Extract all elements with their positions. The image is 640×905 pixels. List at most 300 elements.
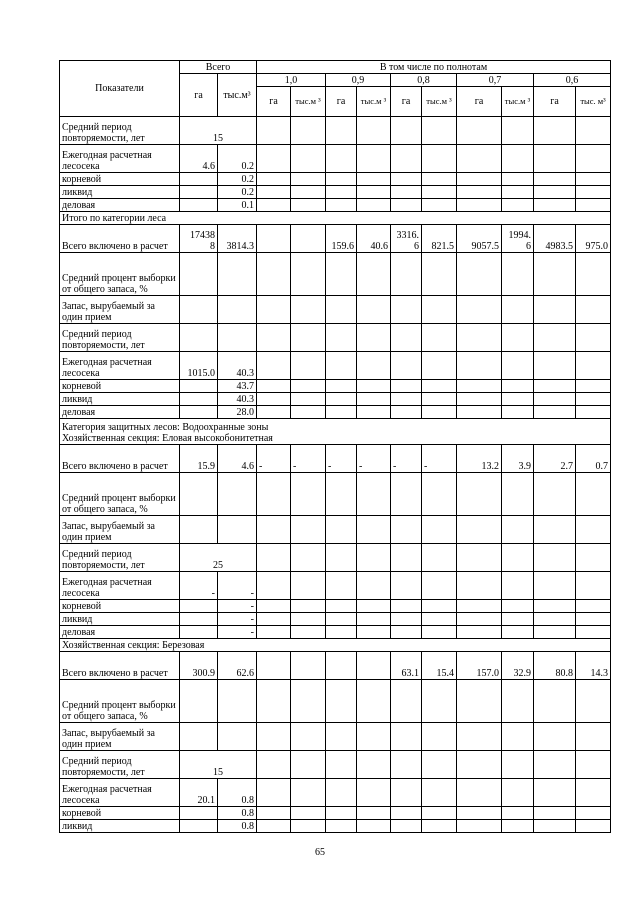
table-cell <box>576 173 611 186</box>
volume-header: тыс.м ³ <box>357 87 391 117</box>
table-cell <box>502 117 534 145</box>
table-cell <box>391 613 422 626</box>
table-cell <box>180 324 218 352</box>
table-cell: 13.2 <box>457 445 502 473</box>
table-cell <box>457 145 502 173</box>
table-cell <box>534 572 576 600</box>
row-label: Ежегодная расчетная лесосека <box>60 145 180 173</box>
table-cell <box>257 572 291 600</box>
table-cell: 975.0 <box>576 225 611 253</box>
table-cell: 4983.5 <box>534 225 576 253</box>
table-cell <box>576 145 611 173</box>
row-label: Всего включено в расчет <box>60 225 180 253</box>
table-cell <box>502 186 534 199</box>
table-cell: 9057.5 <box>457 225 502 253</box>
table-cell: 17438 8 <box>180 225 218 253</box>
table-cell <box>576 572 611 600</box>
table-cell: - <box>180 572 218 600</box>
table-cell <box>502 613 534 626</box>
table-cell <box>291 779 326 807</box>
table-cell <box>576 186 611 199</box>
table-cell <box>576 324 611 352</box>
table-cell <box>534 117 576 145</box>
table-cell <box>291 516 326 544</box>
including-header: В том числе по полнотам <box>257 61 611 74</box>
density-0-6-header: 0,6 <box>534 74 611 87</box>
table-cell <box>534 807 576 820</box>
table-cell <box>257 393 291 406</box>
table-cell <box>180 626 218 639</box>
table-cell: 25 <box>180 544 257 572</box>
table-cell <box>291 324 326 352</box>
table-cell <box>291 199 326 212</box>
table-row <box>60 352 611 380</box>
table-cell <box>326 406 357 419</box>
total-ha-header: га <box>180 74 218 117</box>
table-cell: - <box>357 445 391 473</box>
table-cell <box>576 473 611 516</box>
table-cell <box>576 117 611 145</box>
density-0-8-header: 0,8 <box>391 74 457 87</box>
row-label: Средний период повторяемости, лет <box>60 544 180 572</box>
table-cell <box>357 613 391 626</box>
density-1-0-header: 1,0 <box>257 74 326 87</box>
table-cell <box>422 199 457 212</box>
row-label: ликвид <box>60 393 180 406</box>
table-cell <box>391 393 422 406</box>
table-cell <box>457 723 502 751</box>
table-cell <box>391 380 422 393</box>
table-cell <box>291 723 326 751</box>
ha-header: га <box>257 87 291 117</box>
table-cell: 159.6 <box>326 225 357 253</box>
table-cell <box>576 516 611 544</box>
table-cell <box>457 820 502 833</box>
row-label: Запас, вырубаемый за один прием <box>60 296 180 324</box>
table-cell <box>534 186 576 199</box>
table-cell <box>422 145 457 173</box>
table-cell <box>357 186 391 199</box>
table-cell <box>257 186 291 199</box>
row-label: ликвид <box>60 613 180 626</box>
table-cell <box>502 751 534 779</box>
table-cell <box>391 680 422 723</box>
row-label: ликвид <box>60 186 180 199</box>
table-cell <box>422 600 457 613</box>
table-cell: 20.1 <box>180 779 218 807</box>
table-cell <box>391 626 422 639</box>
table-cell <box>326 820 357 833</box>
volume-header: тыс.м ³ <box>422 87 457 117</box>
table-cell <box>257 352 291 380</box>
table-cell <box>326 613 357 626</box>
section-row <box>60 639 611 652</box>
table-cell: - <box>218 572 257 600</box>
table-cell <box>457 779 502 807</box>
density-0-9-header: 0,9 <box>326 74 391 87</box>
table-cell <box>326 751 357 779</box>
table-cell: 15.9 <box>180 445 218 473</box>
table-cell <box>391 723 422 751</box>
table-cell <box>457 807 502 820</box>
table-cell <box>291 600 326 613</box>
table-cell <box>576 680 611 723</box>
table-cell <box>502 544 534 572</box>
table-cell: 0.2 <box>218 173 257 186</box>
table-cell <box>534 380 576 393</box>
row-label: ликвид <box>60 820 180 833</box>
row-label: Ежегодная расчетная лесосека <box>60 572 180 600</box>
table-cell <box>576 380 611 393</box>
table-row <box>60 445 611 473</box>
table-cell <box>180 253 218 296</box>
table-cell <box>291 473 326 516</box>
row-label: Всего включено в расчет <box>60 652 180 680</box>
table-row <box>60 680 611 723</box>
table-cell <box>534 680 576 723</box>
table-cell <box>576 613 611 626</box>
table-row <box>60 807 611 820</box>
table-cell <box>291 117 326 145</box>
section-line: Хозяйственная секция: Еловая высокобонитетная <box>62 433 273 444</box>
table-row <box>60 296 611 324</box>
table-cell: 821.5 <box>422 225 457 253</box>
table-cell <box>326 807 357 820</box>
section-line: Итого по категории леса <box>62 213 167 224</box>
table-row <box>60 173 611 186</box>
table-cell <box>326 652 357 680</box>
table-cell <box>357 406 391 419</box>
table-cell <box>391 253 422 296</box>
table-cell <box>291 145 326 173</box>
table-cell <box>502 572 534 600</box>
table-cell <box>257 253 291 296</box>
table-cell <box>357 253 391 296</box>
table-cell <box>291 680 326 723</box>
table-cell <box>502 324 534 352</box>
table-cell <box>218 473 257 516</box>
table-cell <box>502 516 534 544</box>
table-cell <box>180 613 218 626</box>
table-cell <box>457 117 502 145</box>
table-cell <box>576 352 611 380</box>
table-row <box>60 779 611 807</box>
table-cell <box>326 680 357 723</box>
table-cell <box>422 779 457 807</box>
row-label: Ежегодная расчетная лесосека <box>60 352 180 380</box>
table-cell <box>357 516 391 544</box>
table-cell <box>257 380 291 393</box>
table-cell <box>391 324 422 352</box>
table-body <box>60 117 611 833</box>
table-cell <box>357 117 391 145</box>
table-cell: 157.0 <box>457 652 502 680</box>
table-cell <box>357 296 391 324</box>
table-cell <box>326 600 357 613</box>
table-cell <box>502 296 534 324</box>
table-cell <box>326 393 357 406</box>
table-cell <box>502 352 534 380</box>
table-row <box>60 393 611 406</box>
row-label: Средний период повторяемости, лет <box>60 751 180 779</box>
table-row <box>60 751 611 779</box>
table-cell <box>457 572 502 600</box>
table-cell <box>291 572 326 600</box>
table-cell <box>180 473 218 516</box>
table-cell <box>257 324 291 352</box>
table-cell <box>357 600 391 613</box>
table-cell: 300.9 <box>180 652 218 680</box>
table-cell <box>534 145 576 173</box>
table-cell <box>180 186 218 199</box>
table-row <box>60 117 611 145</box>
table-cell <box>422 296 457 324</box>
table-cell <box>576 199 611 212</box>
table-cell <box>391 600 422 613</box>
table-row <box>60 406 611 419</box>
table-cell <box>534 723 576 751</box>
table-cell: 3.9 <box>502 445 534 473</box>
table-cell <box>457 253 502 296</box>
table-row <box>60 600 611 613</box>
table-cell <box>180 406 218 419</box>
table-cell <box>357 807 391 820</box>
table-cell: 3316. 6 <box>391 225 422 253</box>
table-cell <box>257 544 291 572</box>
section-row <box>60 212 611 225</box>
table-cell <box>257 751 291 779</box>
table-cell: 0.2 <box>218 145 257 173</box>
table-cell <box>326 779 357 807</box>
table-cell: 63.1 <box>391 652 422 680</box>
volume-header: тыс. м³ <box>576 87 611 117</box>
table-cell <box>502 380 534 393</box>
volume-header: тыс.м ³ <box>502 87 534 117</box>
table-cell <box>326 516 357 544</box>
table-cell <box>291 352 326 380</box>
table-cell <box>457 751 502 779</box>
table-cell <box>422 723 457 751</box>
table-cell <box>422 544 457 572</box>
table-row <box>60 324 611 352</box>
table-cell <box>326 253 357 296</box>
table-cell <box>534 173 576 186</box>
table-cell <box>257 820 291 833</box>
section-heading <box>60 419 611 445</box>
row-label: Средний период повторяемости, лет <box>60 117 180 145</box>
row-label: корневой <box>60 380 180 393</box>
table-cell <box>576 253 611 296</box>
table-cell <box>391 186 422 199</box>
table-cell <box>257 296 291 324</box>
table-cell <box>422 380 457 393</box>
section-row <box>60 419 611 445</box>
table-cell: 14.3 <box>576 652 611 680</box>
row-label: Средний процент выборки от общего запаса, % <box>60 253 180 296</box>
table-cell <box>357 145 391 173</box>
table-cell <box>534 820 576 833</box>
table-cell <box>534 406 576 419</box>
table-cell <box>422 572 457 600</box>
table-cell <box>576 296 611 324</box>
table-cell <box>457 600 502 613</box>
table-cell <box>576 544 611 572</box>
table-cell <box>502 406 534 419</box>
row-label: корневой <box>60 173 180 186</box>
table-cell <box>291 296 326 324</box>
table-cell <box>180 820 218 833</box>
table-cell: - <box>326 445 357 473</box>
table-cell <box>326 324 357 352</box>
table-cell <box>357 324 391 352</box>
table-cell <box>391 296 422 324</box>
section-line: Хозяйственная секция: Березовая <box>62 640 205 651</box>
table-cell: 32.9 <box>502 652 534 680</box>
table-cell <box>576 820 611 833</box>
table-cell <box>326 296 357 324</box>
table-row <box>60 145 611 173</box>
table-cell <box>326 473 357 516</box>
total-header: Всего <box>180 61 257 74</box>
table-cell <box>422 324 457 352</box>
table-cell <box>257 199 291 212</box>
table-cell <box>291 186 326 199</box>
table-cell <box>257 473 291 516</box>
table-cell <box>457 199 502 212</box>
table-cell: - <box>218 613 257 626</box>
total-volume-header: тыс.м³ <box>218 74 257 117</box>
table-cell <box>391 572 422 600</box>
table-cell <box>357 626 391 639</box>
table-cell <box>357 820 391 833</box>
table-cell <box>576 626 611 639</box>
table-cell: 40.6 <box>357 225 391 253</box>
table-cell <box>257 600 291 613</box>
table-row <box>60 652 611 680</box>
table-cell <box>291 173 326 186</box>
row-label: деловая <box>60 199 180 212</box>
table-cell <box>457 296 502 324</box>
ha-header: га <box>534 87 576 117</box>
table-cell <box>457 173 502 186</box>
table-cell: 1994. 6 <box>502 225 534 253</box>
table-cell <box>218 296 257 324</box>
table-cell: - <box>218 600 257 613</box>
table-cell <box>357 199 391 212</box>
table-cell <box>257 723 291 751</box>
table-cell <box>357 393 391 406</box>
table-cell <box>502 393 534 406</box>
table-cell <box>502 820 534 833</box>
table-cell <box>534 473 576 516</box>
table-cell <box>502 600 534 613</box>
table-cell <box>534 626 576 639</box>
table-cell <box>422 352 457 380</box>
table-cell <box>457 393 502 406</box>
table-cell <box>391 199 422 212</box>
row-label: деловая <box>60 406 180 419</box>
table-cell <box>502 680 534 723</box>
table-cell <box>576 393 611 406</box>
table-cell <box>257 145 291 173</box>
table-row <box>60 820 611 833</box>
table-cell <box>326 145 357 173</box>
table-cell: 62.6 <box>218 652 257 680</box>
table-cell <box>357 352 391 380</box>
table-cell: - <box>218 626 257 639</box>
table-cell <box>534 199 576 212</box>
table-cell <box>457 680 502 723</box>
table-row <box>60 199 611 212</box>
table-cell <box>422 473 457 516</box>
table-cell <box>502 253 534 296</box>
table-cell <box>218 253 257 296</box>
table-row <box>60 473 611 516</box>
table-row <box>60 186 611 199</box>
table-cell <box>357 544 391 572</box>
table-cell <box>576 723 611 751</box>
table-cell <box>422 751 457 779</box>
table-cell <box>291 807 326 820</box>
table-cell <box>534 393 576 406</box>
table-cell <box>326 723 357 751</box>
table-cell: 40.3 <box>218 352 257 380</box>
row-label: Запас, вырубаемый за один прием <box>60 723 180 751</box>
page-number: 65 <box>315 847 325 858</box>
table-cell <box>391 406 422 419</box>
table-cell <box>391 779 422 807</box>
section-heading <box>60 212 611 225</box>
table-cell <box>291 652 326 680</box>
table-cell <box>291 253 326 296</box>
table-cell <box>257 406 291 419</box>
table-cell <box>357 652 391 680</box>
table-cell <box>457 473 502 516</box>
table-cell: 0.8 <box>218 807 257 820</box>
table-cell: 28.0 <box>218 406 257 419</box>
table-cell <box>457 186 502 199</box>
row-label: Запас, вырубаемый за один прием <box>60 516 180 544</box>
table-cell: 40.3 <box>218 393 257 406</box>
table-cell <box>457 380 502 393</box>
table-cell <box>326 186 357 199</box>
indicator-header: Показатели <box>60 61 180 117</box>
volume-header: тыс.м ³ <box>291 87 326 117</box>
table-cell <box>422 253 457 296</box>
table-cell: - <box>291 445 326 473</box>
table-cell <box>257 516 291 544</box>
table-cell <box>457 516 502 544</box>
table-cell <box>576 779 611 807</box>
table-row <box>60 572 611 600</box>
row-label: корневой <box>60 600 180 613</box>
table-cell <box>422 613 457 626</box>
table-cell: 3814.3 <box>218 225 257 253</box>
table-cell <box>457 324 502 352</box>
table-cell <box>180 600 218 613</box>
table-cell <box>357 173 391 186</box>
row-label: деловая <box>60 626 180 639</box>
table-cell <box>534 324 576 352</box>
table-cell <box>291 820 326 833</box>
table-cell <box>180 199 218 212</box>
table-cell: 0.7 <box>576 445 611 473</box>
table-cell <box>422 186 457 199</box>
table-cell <box>180 680 218 723</box>
table-cell <box>391 751 422 779</box>
table-cell <box>257 680 291 723</box>
table-cell <box>257 225 291 253</box>
